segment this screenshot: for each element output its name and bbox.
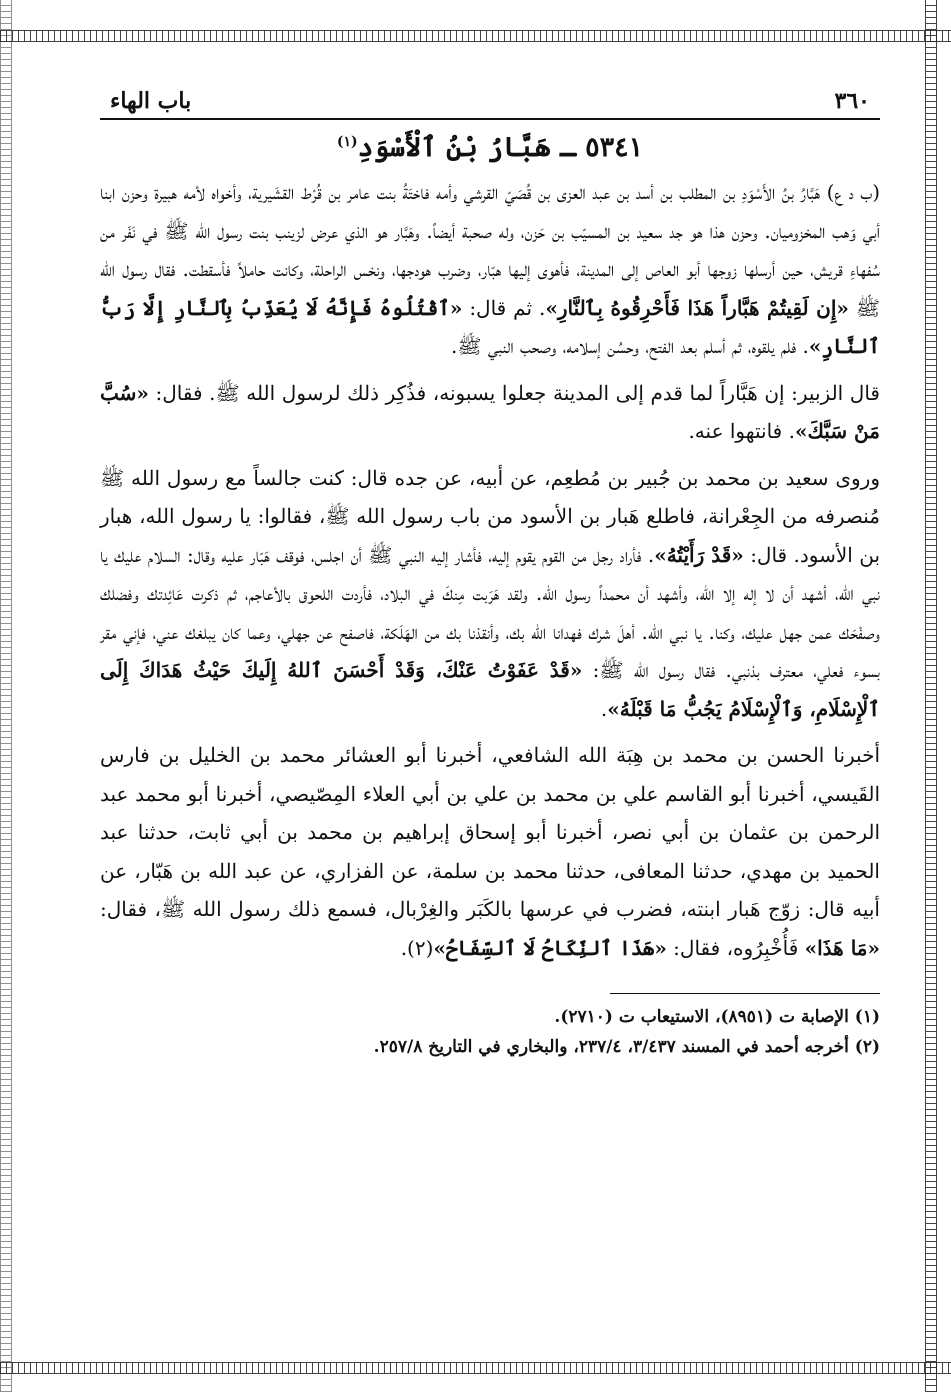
paragraph-text: أخبرنا الحسن بن محمد بن هِبَة الله الشافعي، أخبرنا أبو العشائر محمد بن الخليل بن فارس القَيسي، أخبرنا أبو القاسم علي بن محمد بن علي بن أبي العلاء المِصّيصي، أخبرنا أبو محمد عبد الرحمن بن عثمان بن أبي نصر، أخبرنا أبو إسحاق إبراهيم بن محمد بن أبي ثابت، حدثنا عبد الحميد بن مهدي، حدثنا المعافى، حدثنا محمد بن سلمة، عن الفزاري، عن عبد الله بن هَبّار، عن أبيه قال: زوّج هَبار ابنته، فضرب في عرسها بالكَبَر والغِرْبال، فسمع ذلك رسول الله ﷺ، فقال:: [100, 743, 880, 921]
paragraph-text: (ب د ع) هَبَّارُ بنُ الأَسْوَدِ بن المطلب بن أسد بن عبد العزى بن قُصَيّ القرشي وأمه فاختَةُ بنت عامر بن قُرْط القشَيرية، وأخواه لأمه هبيرة وحزن ابنا أبي وَهب المخزوميان. وحزن هذا هو جد سعيد بن المسيّب بن حَزن، وله صحبة أيضاً. وهَبَّار هو الذي عرض لزينب بنت رسول الله ﷺ في نَفَر من سُفهاءِ قريش، حين أرسلها زوجها أبو العاص إلى المدينة، فأهوى إليها هبّار، وضرب هودجها، ونخس الراحلة، وكانت حاملاً فأسقطت. فقال رسول الله ﷺ: [100, 180, 880, 320]
hadith-quote: «قَدْ عَفَوْتُ عَنْكَ، وَقَدْ أَحْسَنَ ٱللهُ إِلَيكَ حَيْثُ هَدَاكَ إِلَى ٱلْإِسْلَامِ، وَٱلْإِسْلَامُ يَجُبُّ مَا قَبْلَهُ»: [100, 658, 880, 721]
paragraph-text: . فلم يلقوه، ثم أسلم بعد الفتح، وحسُن إسلامه، وصحب النبي ﷺ.: [450, 334, 809, 358]
paragraph-text: فَأُخْبِرُوه، فقال:: [666, 935, 805, 960]
footnote-1: (١) الإصابة ت (٨٩٥١)، الاستيعاب ت (٢٧١٠).: [554, 1007, 880, 1027]
paragraph-text: (٢).: [400, 935, 434, 960]
footnote-2: (٢) أخرجه أحمد في المسند ٣/٤٣٧، ٢٣٧/٤، والبخاري في التاريخ ٢٥٧/٨.: [373, 1037, 880, 1057]
paragraph-text: وروى سعيد بن محمد بن جُبير بن مُطعِم، عن أبيه، عن جده قال: كنت جالساً مع رسول الله ﷺ مُنصرفه من الجِعْرانة، فاطلع هَبار بن الأسود من باب رسول الله ﷺ، فقالوا: يا رسول الله، هبار بن الأسود. قال:: [100, 465, 881, 567]
hadith-quote: «إِن لَقِيتُمْ هَبَّاراً هَذَا فَأَحْرِقُوهُ بِٱلنَّارِ»: [545, 295, 849, 320]
body-paragraph: [100, 173, 880, 366]
body-paragraph: [100, 374, 880, 451]
footnote-ref: (١): [336, 134, 358, 150]
page-number: ٣٦٠: [834, 88, 870, 114]
hadith-quote: «هَذَا ٱلنِّكَاحُ لَا ٱلسِّفَاحُ»: [433, 935, 667, 960]
hadith-quote: «قَدْ رَأَيْتُهُ»: [654, 542, 744, 567]
entry-title: [100, 132, 880, 163]
running-head: [100, 88, 880, 120]
entry-body: [100, 173, 880, 967]
page-border-right: [925, 0, 937, 1392]
page-border-left: [0, 0, 12, 1392]
paragraph-text: .: [600, 696, 608, 721]
entry-title-text: ٥٣٤١ ـ هَبَّارُ بْنُ ٱلْأَسْوَدِ: [357, 132, 644, 163]
body-paragraph: [100, 459, 880, 729]
page-border-bottom: [0, 1362, 951, 1374]
paragraph-text: . فأراد رجل من القوم يقوم إليه، فأشار إليه النبي ﷺ أن اجلس، فوقف هَبّار عليه وقال: السلام عليك يا نبي الله، أشهد أن لا إله إلا الله، وأشهد أن محمداً رسول الله. ولقد هَرَبت مِنكَ في البلاد، فأردت اللحوق بالأعاجم، ثم ذكرت عَائِدتك وفضلك وصفْحَك عمن جهل عليك، وكنا. يا نبي الله. أهلَ شرك فهدانا الله بك، وأنقذنا بك من الهَلَكة، فاصفح عن جهلي، وعما كان يبلغك عني، فإني مقر بسوء فعلي، معترف بذنبي. فقال رسول الله ﷺ:: [100, 542, 881, 682]
page-border-top: [0, 30, 951, 42]
hadith-quote: «مَا هَذَا»: [804, 935, 880, 960]
paragraph-text: . ثم قال:: [462, 295, 546, 320]
body-paragraph: [100, 736, 880, 967]
chapter-title: باب الهاء: [110, 88, 192, 114]
hadith-quote: «ٱقْتُلُوهُ فَإِنَّهُ لَا يُعَذِّبُ بِٱلنَّارِ إِلَّا رَبُّ ٱلنَّارِ»: [100, 295, 880, 358]
footnote-divider: [610, 993, 880, 994]
paragraph-text: . فانتهوا عنه.: [688, 419, 795, 443]
book-page: [100, 88, 880, 1062]
hadith-quote: «سُبَّ مَنْ سَبَّكَ»: [100, 380, 880, 443]
paragraph-text: قال الزبير: إن هَبَّاراً لما قدم إلى المدينة جعلوا يسبونه، فذُكِر ذلك لرسول الله ﷺ. فقال:: [148, 380, 880, 405]
